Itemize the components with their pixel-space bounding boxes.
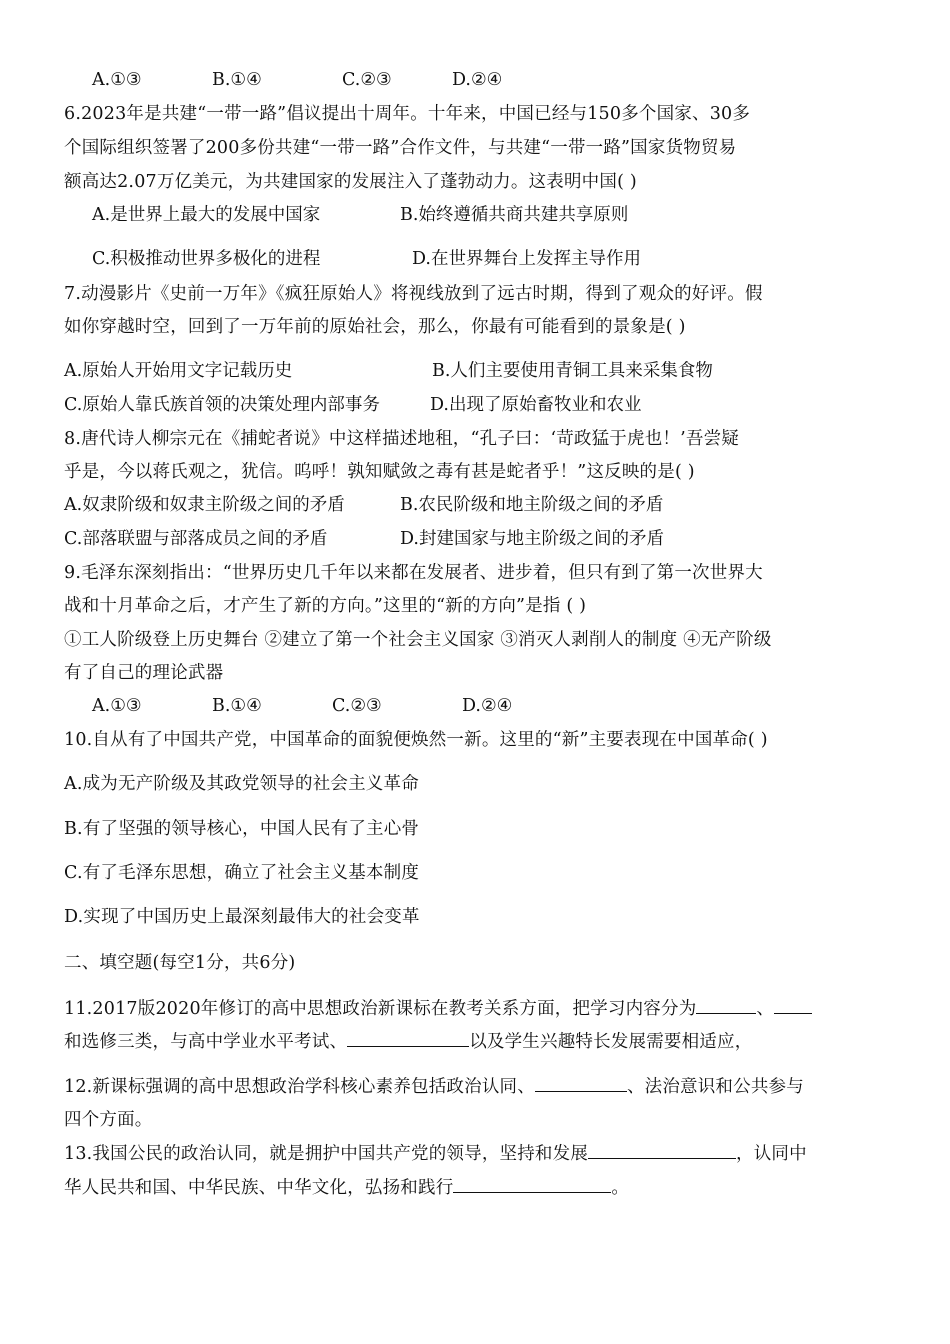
q9-stem-line-4: 有了自己的理论武器 — [64, 663, 224, 683]
q8-stem-line-2: 乎是，今以蒋氏观之，犹信。呜呼！孰知赋敛之毒有甚是蛇者乎！”这反映的是( ) — [64, 462, 695, 482]
q12-line-1 — [64, 1073, 804, 1100]
q6-stem-line-2: 个国际组织签署了200多份共建“一带一路”合作文件，与共建“一带一路”国家货物贸易 — [64, 138, 737, 158]
q11-separator: 、 — [756, 999, 775, 1019]
q7-option-d: D.出现了原始畜牧业和农业 — [430, 395, 642, 415]
q7-stem-line-1: 7.动漫影片《史前一万年》《疯狂原始人》将视线放到了远古时期，得到了观众的好评。假 — [64, 284, 763, 304]
q7-option-b: B.人们主要使用青铜工具来采集食物 — [432, 361, 713, 381]
q10-option-b: B.有了坚强的领导核心，中国人民有了主心骨 — [64, 819, 420, 839]
q7-option-a: A.原始人开始用文字记载历史 — [64, 361, 293, 381]
q13-line-2 — [64, 1174, 629, 1201]
q5-option-a: A.①③ — [92, 70, 142, 90]
q6-stem-line-1: 6.2023年是共建“一带一路”倡议提出十周年。十年来，中国已经与150多个国家、30多 — [64, 104, 751, 124]
q11-blank-2[interactable] — [774, 995, 812, 1014]
q6-option-d: D.在世界舞台上发挥主导作用 — [412, 249, 641, 269]
q5-option-b: B.①④ — [212, 70, 262, 90]
q11-text-1: 11.2017版2020年修订的高中思想政治新课标在教考关系方面，把学习内容分为 — [64, 999, 697, 1019]
q10-stem: 10.自从有了中国共产党，中国革命的面貌便焕然一新。这里的“新”主要表现在中国革命( ) — [64, 730, 768, 750]
q11-line-2 — [64, 1028, 752, 1055]
q12-text-1: 12.新课标强调的高中思想政治学科核心素养包括政治认同、 — [64, 1077, 535, 1097]
q13-blank-1[interactable] — [588, 1140, 736, 1159]
q13-text-4: 。 — [611, 1178, 630, 1198]
q13-text-1: 13.我国公民的政治认同，就是拥护中国共产党的领导，坚持和发展 — [64, 1144, 589, 1164]
q9-option-c: C.②③ — [332, 696, 382, 716]
q7-option-c: C.原始人靠氏族首领的决策处理内部事务 — [64, 395, 380, 415]
q11-blank-3[interactable] — [347, 1028, 469, 1047]
q6-stem-line-3: 额高达2.07万亿美元，为共建国家的发展注入了蓬勃动力。这表明中国( ) — [64, 172, 637, 192]
q11-text-2: 和选修三类，与高中学业水平考试、 — [64, 1032, 348, 1052]
q11-text-3: 以及学生兴趣特长发展需要相适应， — [469, 1032, 753, 1052]
q6-option-b: B.始终遵循共商共建共享原则 — [400, 205, 629, 225]
q5-option-c: C.②③ — [342, 70, 392, 90]
q8-stem-line-1: 8.唐代诗人柳宗元在《捕蛇者说》中这样描述地租，“孔子曰：‘苛政猛于虎也！’吾尝疑 — [64, 429, 739, 449]
q5-option-d: D.②④ — [452, 70, 503, 90]
q12-text-2: 、法治意识和公共参与 — [626, 1077, 804, 1097]
q9-option-a: A.①③ — [92, 696, 142, 716]
q9-option-b: B.①④ — [212, 696, 262, 716]
q9-stem-line-1: 9.毛泽东深刻指出：“世界历史几千年以来都在发展者、进步着，但只有到了第一次世界大 — [64, 563, 763, 583]
q7-stem-line-2: 如你穿越时空，回到了一万年前的原始社会，那么，你最有可能看到的景象是( ) — [64, 317, 686, 337]
q8-option-b: B.农民阶级和地主阶级之间的矛盾 — [400, 495, 664, 515]
q13-line-1 — [64, 1140, 807, 1167]
q6-option-c: C.积极推动世界多极化的进程 — [92, 249, 321, 269]
q13-blank-2[interactable] — [453, 1174, 611, 1193]
q8-option-a: A.奴隶阶级和奴隶主阶级之间的矛盾 — [64, 495, 345, 515]
q11-blank-1[interactable] — [696, 995, 756, 1014]
q8-option-c: C.部落联盟与部落成员之间的矛盾 — [64, 529, 328, 549]
q10-option-a: A.成为无产阶级及其政党领导的社会主义革命 — [64, 774, 419, 794]
q9-stem-line-2: 战和十月革命之后，才产生了新的方向。”这里的“新的方向”是指 ( ) — [64, 596, 587, 616]
q12-line-2: 四个方面。 — [64, 1110, 153, 1130]
q11-line-1 — [64, 995, 812, 1022]
q6-option-a: A.是世界上最大的发展中国家 — [92, 205, 321, 225]
section-2-title: 二、填空题(每空1分，共6分) — [64, 953, 296, 973]
q13-text-2: ，认同中 — [736, 1144, 807, 1164]
q12-blank-1[interactable] — [535, 1073, 627, 1092]
q9-stem-line-3: ①工人阶级登上历史舞台 ②建立了第一个社会主义国家 ③消灭人剥削人的制度 ④无产阶级 — [64, 630, 772, 650]
q13-text-3: 华人民共和国、中华民族、中华文化，弘扬和践行 — [64, 1178, 454, 1198]
q10-option-c: C.有了毛泽东思想，确立了社会主义基本制度 — [64, 863, 420, 883]
q10-option-d: D.实现了中国历史上最深刻最伟大的社会变革 — [64, 907, 420, 927]
q8-option-d: D.封建国家与地主阶级之间的矛盾 — [400, 529, 664, 549]
q9-option-d: D.②④ — [462, 696, 513, 716]
